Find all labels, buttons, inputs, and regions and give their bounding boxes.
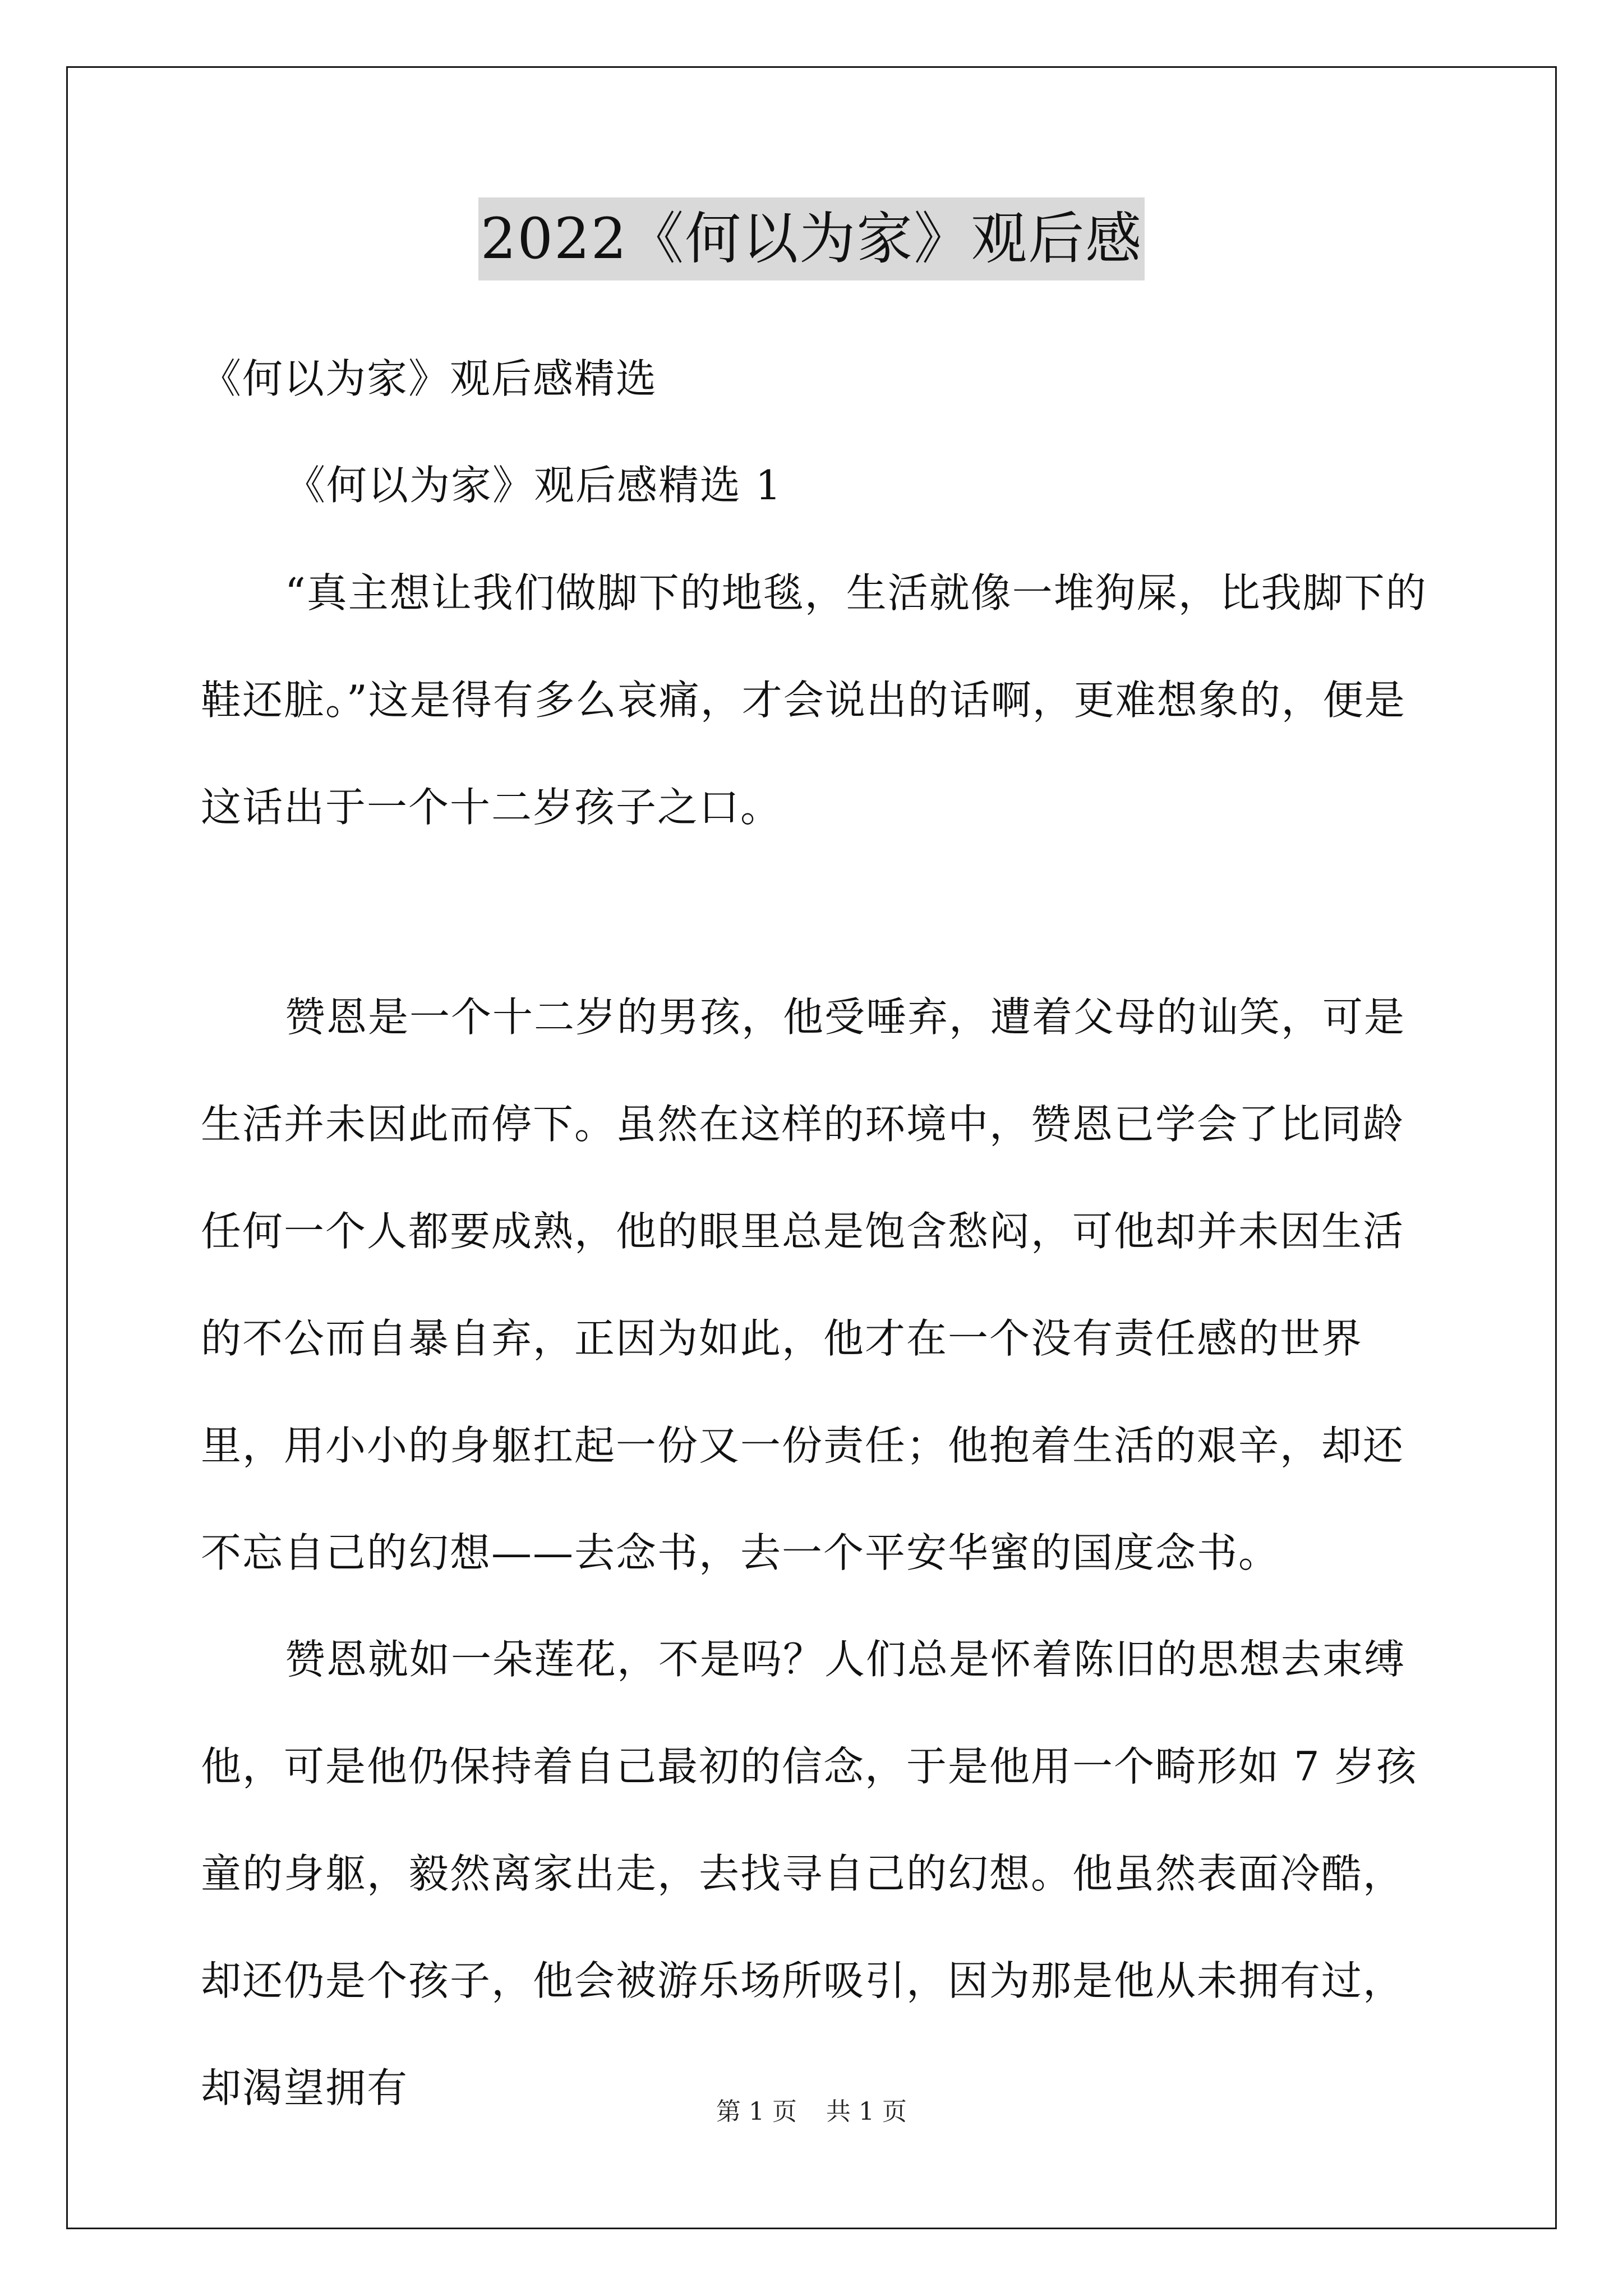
paragraph-3: 赞恩就如一朵莲花，不是吗？人们总是怀着陈旧的思想去束缚他，可是他仍保持着自己最初的信念，于是他用一个畸形如 7 岁孩童的身躯，毅然离家出走，去找寻自己的幻想。他虽然表面冷酷，却还仍是个孩子，他会被游乐场所吸引，因为那是他从未拥有过，却渴望拥有 [201, 1636, 1418, 2111]
document-title: 2022《何以为家》观后感 [478, 197, 1145, 280]
title-container [0, 197, 1623, 280]
page-number-current: 第 1 页 [716, 2097, 797, 2126]
page-footer [0, 2095, 1623, 2129]
section-heading: 《何以为家》观后感精选 1 [285, 462, 782, 509]
paragraph-2: 赞恩是一个十二岁的男孩，他受唾弃，遭着父母的讪笑，可是生活并未因此而停下。虽然在这样的环境中，赞恩已学会了比同龄任何一个人都要成熟，他的眼里总是饱含愁闷，可他却并未因生活的不公而自暴自弃，正因为如此，他才在一个没有责任感的世界里，用小小的身躯扛起一份又一份责任；他抱着生活的艰辛，却还不忘自己的幻想——去念书，去一个平安华蜜的国度念书。 [201, 993, 1406, 1576]
paragraph-1: “真主想让我们做脚下的地毯，生活就像一堆狗屎，比我脚下的鞋还脏。”这是得有多么哀痛，才会说出的话啊，更难想象的，便是这话出于一个十二岁孩子之口。 [201, 569, 1427, 831]
document-subtitle: 《何以为家》观后感精选 [201, 355, 658, 402]
page-number-total: 共 1 页 [826, 2097, 907, 2126]
